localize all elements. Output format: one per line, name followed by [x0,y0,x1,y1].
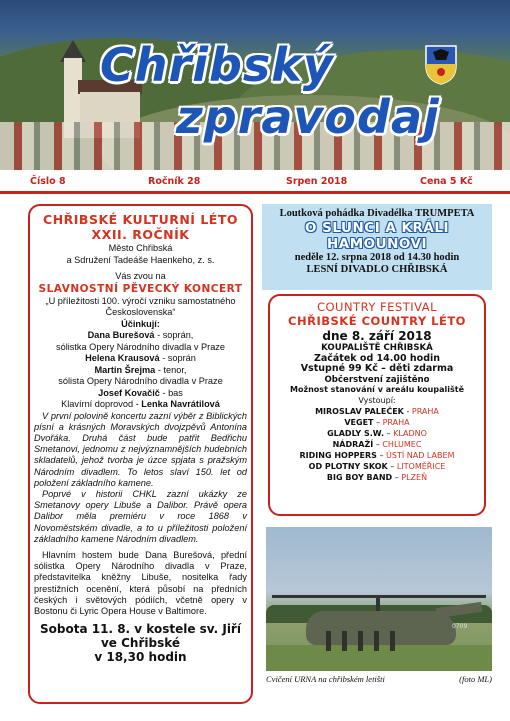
summer-edition: XXII. ROČNÍK [91,227,190,242]
occasion-line1: „U příležitosti 100. výročí vzniku samostatného [45,295,236,306]
helicopter-photo [266,527,492,671]
band-item: NÁDRAŽÍ – CHLUMEC [332,440,422,449]
soldiers [326,631,406,651]
band-item: BIG BOY BAND – PLZEŇ [326,473,428,482]
helicopter-code: 0709 [452,623,468,630]
issue-volume: Ročník 28 [148,176,201,187]
performer-1: Dana Burešová - soprán, [87,330,194,340]
performer-3-desc: sólista Opery Národního divadla v Praze [58,376,223,386]
band-list [274,406,480,483]
issue-number: Číslo 8 [30,176,66,187]
country-subtitle: CHŘIBSKÉ COUNTRY LÉTO [288,314,466,328]
occasion-line2: Československa“ [105,307,176,317]
performer-1-desc: sólistka Opery Národního divadla v Praze [55,341,226,352]
organizer-town: Město Chřibská [108,243,173,253]
country-food: Občerstvení zajištěno [324,374,430,385]
band-item: RIDING HOPPERS – ÚSTÍ NAD LABEM [299,451,455,460]
puppet-show-box [262,204,492,290]
country-date: dne 8. září 2018 [322,329,432,343]
photo-credit: (foto ML) [459,674,492,684]
band-item: GLADLY S.W. – KLADNO [327,429,427,438]
invite-text: Vás zvou na [115,271,166,281]
photo-caption: Cvičení URNA na chřibském letišti [266,674,385,684]
performer-2: Helena Krausová - soprán [85,353,196,363]
concert-paragraph-3: Hlavním hostem bude Dana Burešová, přední sólistka Opery Národního divadla v Praze, představitelka kněžny Libuše, nositelka řady prestižních ocenění, která působí na předních českých i světových pódiích, včetně opery v Bostonu či Lyric Opera House v Baltimore. [34,549,247,616]
country-title: COUNTRY FESTIVAL [316,300,438,314]
concert-when-line1: Sobota 11. 8. v kostele sv. Jiří [40,622,241,637]
country-perform-label: Vystoupí: [358,396,396,405]
concert-paragraph-1: V první polovině koncertu zazní výběr z Biblických písní a krásných Moravských dvojzpěvů Antonína Dvořáka. Druhá část bude patřit Bedřichu Smetanovi, jednomu z nejvýznamnějších hudebních skladatelů, jehož tvorba je úzce spjata s pražským Národním divadlem. To letos slaví 150. let od položení základního kamene. [34,410,247,488]
country-place: KOUPALIŠTĚ CHŘIBSKÁ [321,343,433,353]
concert-when-line2: ve Chřibské [100,636,181,651]
performer-4: Josef Kovačič - bas [98,387,183,398]
concert-when-line3: v 18,30 hodin [94,650,187,665]
puppet-title-line2: HAMOUNOVI [326,236,427,252]
summer-title: CHŘIBSKÉ KULTURNÍ LÉTO [43,212,238,227]
band-item: VEGET – PRAHA [344,418,410,427]
coat-of-arms-icon [424,44,458,86]
performers-label: Účinkují: [121,318,160,329]
organizer-society: a Sdružení Tadeáše Haenkeho, z. s. [66,254,215,265]
puppet-venue: LESNÍ DIVADLO CHŘIBSKÁ [306,264,448,275]
issue-bar [0,170,510,194]
concert-title: SLAVNOSTNÍ PĚVECKÝ KONCERT [38,282,243,295]
issue-date: Srpen 2018 [286,176,348,187]
country-festival-box [268,294,486,516]
puppet-theatre: Loutková pohádka Divadélka TRUMPETA [279,208,475,219]
country-start: Začátek od 14.00 hodin [313,352,441,364]
band-item: MIROSLAV PALEČEK - PRAHA [315,407,439,416]
band-item: OD PLOTNY SKOK – LITOMĚŘICE [308,462,446,471]
country-camping: Možnost stanování v areálu koupaliště [290,385,464,394]
masthead-banner [0,0,510,170]
puppet-title-line1: O SLUNCI A KRÁLI [305,220,449,236]
summer-culture-box [28,204,253,704]
concert-paragraph-2: Poprvé v historii CHKL zazní ukázky ze Smetanovy opery Libuše a Dalibor. Právě opera Dalibor měla premiéru v roce 1868 v Novoměstském divadle, a to u příležitosti položení základního kamene Národním divadlem. [34,488,247,544]
issue-price: Cena 5 Kč [420,176,473,187]
masthead-title-line1: Chřibský [100,38,334,92]
performer-5: Klavírní doprovod - Lenka Navrátilová [61,399,220,409]
photo-caption-row [266,674,492,684]
performer-3: Martin Šrejma - tenor, [94,364,187,375]
masthead-title-line2: zpravodaj [176,90,440,144]
country-fee: Vstupné 99 Kč – děti zdarma [300,363,454,374]
puppet-date: neděle 12. srpna 2018 od 14.30 hodin [294,252,460,263]
